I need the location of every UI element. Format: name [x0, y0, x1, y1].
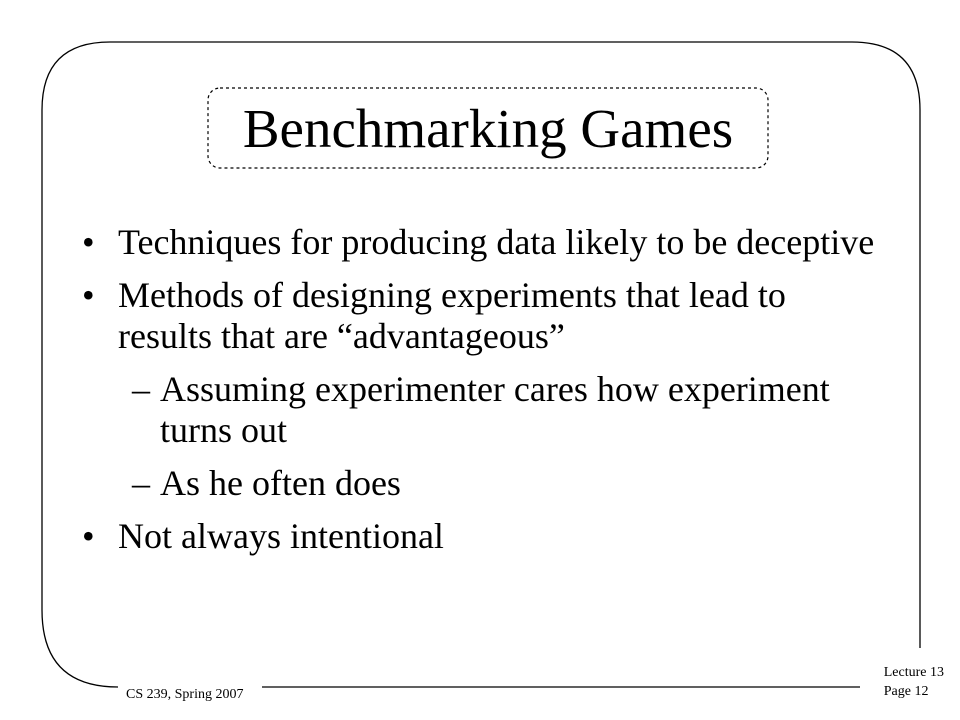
bullet-list — [82, 222, 882, 569]
sub-bullet-text: Assuming experimenter cares how experiment turns out — [160, 369, 830, 450]
dash-marker: – — [132, 369, 150, 409]
lecture-number: Lecture 13 — [883, 665, 944, 680]
bullet-marker: • — [82, 222, 95, 262]
bullet-text: Methods of designing experiments that lead to results that are “advantageous” — [118, 275, 786, 356]
bullet-marker: • — [82, 275, 95, 315]
dash-marker: – — [132, 463, 150, 503]
bullet-item — [82, 516, 882, 557]
sub-bullet-text: As he often does — [160, 463, 401, 503]
course-footer: CS 239, Spring 2007 — [126, 687, 244, 702]
sub-bullet-item — [82, 369, 882, 451]
sub-bullet-item — [82, 463, 882, 504]
page-number: Page 12 — [883, 684, 929, 699]
bullet-item — [82, 275, 882, 357]
bullet-text: Techniques for producing data likely to be deceptive — [118, 222, 875, 262]
page-footer — [884, 663, 944, 701]
slide-title: Benchmarking Games — [242, 97, 734, 159]
bullet-marker: • — [82, 516, 95, 556]
bullet-text: Not always intentional — [118, 516, 444, 556]
bullet-item — [82, 222, 882, 263]
